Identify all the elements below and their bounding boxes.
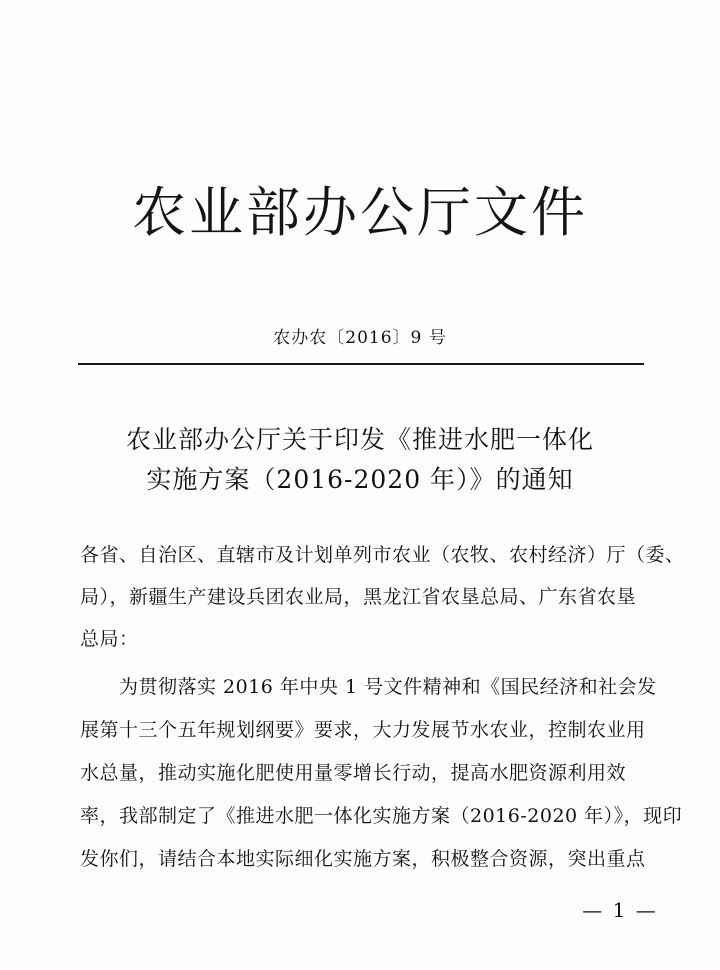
- body-line: 发你们，请结合本地实际细化实施方案，积极整合资源，突出重点: [80, 848, 646, 870]
- document-number: 农办农〔2016〕9 号: [273, 328, 447, 348]
- body-line: 局），新疆生产建设兵团农业局，黑龙江省农垦总局、广东省农垦: [80, 586, 637, 608]
- notice-title-line-2: 实施方案（2016-2020 年）》的通知: [146, 465, 574, 494]
- body-line: 展第十三个五年规划纲要》要求，大力发展节水农业，控制农业用: [80, 719, 646, 741]
- notice-title-line-1: 农业部办公厅关于印发《推进水肥一体化: [125, 425, 594, 454]
- body-line: 水总量，推动实施化肥使用量零增长行动，提高水肥资源利用效: [80, 762, 627, 784]
- body-line: 总局：: [80, 628, 139, 650]
- page-number: — 1 —: [582, 898, 658, 922]
- body-line: 为贯彻落实 2016 年中央 1 号文件精神和《国民经济和社会发: [80, 676, 657, 698]
- body-line: 率，我部制定了《推进水肥一体化实施方案（2016-2020 年）》，现印: [80, 805, 683, 827]
- document-header-title: 农业部办公厅文件: [132, 181, 588, 244]
- header-divider: [78, 363, 644, 365]
- body-line: 各省、自治区、直辖市及计划单列市农业（农牧、农村经济）厅（委、: [80, 544, 685, 566]
